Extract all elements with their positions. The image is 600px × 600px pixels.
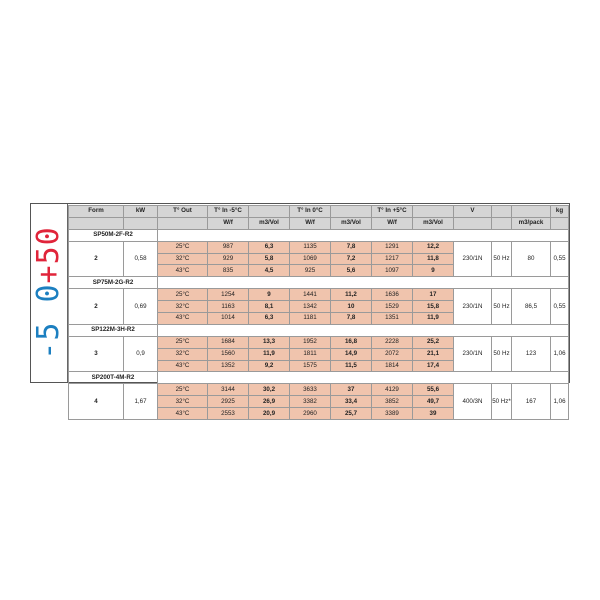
temperature-range-label bbox=[31, 204, 68, 382]
wf-plus5: 1814 bbox=[372, 360, 413, 372]
model-name: SP75M-2G-R2 bbox=[69, 277, 158, 289]
col-wf: W/f bbox=[290, 217, 331, 229]
kw-value: 0,58 bbox=[124, 241, 158, 277]
pack-value: 86,5 bbox=[512, 289, 551, 325]
table-row bbox=[69, 289, 569, 301]
temp-out: 43°C bbox=[158, 313, 208, 325]
model-name-filler bbox=[158, 324, 569, 336]
col-blank bbox=[454, 217, 492, 229]
m3vol-plus5: 11,8 bbox=[413, 253, 454, 265]
form-value: 3 bbox=[69, 336, 124, 372]
m3vol-0: 37 bbox=[331, 384, 372, 396]
m3vol-0: 10 bbox=[331, 301, 372, 313]
wf-plus5: 4129 bbox=[372, 384, 413, 396]
m3vol-plus5: 9 bbox=[413, 265, 454, 277]
m3vol-plus5: 39 bbox=[413, 408, 454, 420]
m3vol-0: 33,4 bbox=[331, 396, 372, 408]
col-t-in-0: T° In 0°C bbox=[290, 206, 331, 218]
m3vol-plus5: 25,2 bbox=[413, 336, 454, 348]
wf-minus5: 1163 bbox=[208, 301, 249, 313]
col-kw: kW bbox=[124, 206, 158, 218]
col-blank bbox=[331, 206, 372, 218]
model-name: SP200T-4M-R2 bbox=[69, 372, 158, 384]
model-name-row bbox=[69, 324, 569, 336]
m3vol-0: 16,8 bbox=[331, 336, 372, 348]
m3vol-plus5: 17,4 bbox=[413, 360, 454, 372]
form-value: 2 bbox=[69, 289, 124, 325]
model-name-row bbox=[69, 229, 569, 241]
kw-value: 0,69 bbox=[124, 289, 158, 325]
temp-out: 25°C bbox=[158, 336, 208, 348]
wf-plus5: 1217 bbox=[372, 253, 413, 265]
kg-value: 0,55 bbox=[551, 241, 569, 277]
col-form: Form bbox=[69, 206, 124, 218]
col-blank bbox=[492, 217, 512, 229]
wf-minus5: 3144 bbox=[208, 384, 249, 396]
m3vol-0: 11,5 bbox=[331, 360, 372, 372]
m3vol-minus5: 26,9 bbox=[249, 396, 290, 408]
spec-table-body bbox=[69, 206, 569, 420]
wf-0: 1342 bbox=[290, 301, 331, 313]
col-v: V bbox=[454, 206, 492, 218]
voltage-value: 230/1N bbox=[454, 336, 492, 372]
m3vol-0: 7,8 bbox=[331, 313, 372, 325]
col-blank bbox=[551, 217, 569, 229]
frequency-value: 50 Hz bbox=[492, 336, 512, 372]
wf-minus5: 2553 bbox=[208, 408, 249, 420]
m3vol-minus5: 5,8 bbox=[249, 253, 290, 265]
m3vol-0: 7,8 bbox=[331, 241, 372, 253]
col-t-out: T° Out bbox=[158, 206, 208, 218]
m3vol-minus5: 9,2 bbox=[249, 360, 290, 372]
form-value: 4 bbox=[69, 384, 124, 420]
model-name: SP50M-2F-R2 bbox=[69, 229, 158, 241]
temp-out: 32°C bbox=[158, 301, 208, 313]
wf-0: 1181 bbox=[290, 313, 331, 325]
m3vol-minus5: 8,1 bbox=[249, 301, 290, 313]
kw-value: 1,67 bbox=[124, 384, 158, 420]
wf-minus5: 835 bbox=[208, 265, 249, 277]
spec-table-frame bbox=[30, 203, 570, 417]
wf-plus5: 1636 bbox=[372, 289, 413, 301]
wf-minus5: 1014 bbox=[208, 313, 249, 325]
wf-0: 1441 bbox=[290, 289, 331, 301]
m3vol-plus5: 12,2 bbox=[413, 241, 454, 253]
m3vol-plus5: 11,9 bbox=[413, 313, 454, 325]
wf-plus5: 2072 bbox=[372, 348, 413, 360]
wf-plus5: 1097 bbox=[372, 265, 413, 277]
col-blank bbox=[512, 206, 551, 218]
temp-out: 43°C bbox=[158, 408, 208, 420]
m3vol-0: 7,2 bbox=[331, 253, 372, 265]
m3vol-0: 25,7 bbox=[331, 408, 372, 420]
col-m3vol: m3/Vol bbox=[331, 217, 372, 229]
col-wf: W/f bbox=[372, 217, 413, 229]
model-name: SP122M-3H-R2 bbox=[69, 324, 158, 336]
col-blank bbox=[413, 206, 454, 218]
m3vol-plus5: 15,8 bbox=[413, 301, 454, 313]
col-m3vol: m3/Vol bbox=[413, 217, 454, 229]
m3vol-0: 5,6 bbox=[331, 265, 372, 277]
header-row-sub bbox=[69, 217, 569, 229]
kw-value: 0,9 bbox=[124, 336, 158, 372]
wf-plus5: 3389 bbox=[372, 408, 413, 420]
wf-minus5: 1684 bbox=[208, 336, 249, 348]
m3vol-minus5: 20,9 bbox=[249, 408, 290, 420]
m3vol-minus5: 6,3 bbox=[249, 241, 290, 253]
range-negative: -5 0 bbox=[31, 283, 66, 360]
frequency-value: 50 Hz bbox=[492, 241, 512, 277]
pack-value: 80 bbox=[512, 241, 551, 277]
m3vol-minus5: 6,3 bbox=[249, 313, 290, 325]
wf-plus5: 2228 bbox=[372, 336, 413, 348]
frequency-value: 50 Hz bbox=[492, 289, 512, 325]
model-name-filler bbox=[158, 372, 569, 384]
col-kg: kg bbox=[551, 206, 569, 218]
pack-value: 167 bbox=[512, 384, 551, 420]
table-row bbox=[69, 241, 569, 253]
col-blank bbox=[492, 206, 512, 218]
temp-out: 32°C bbox=[158, 396, 208, 408]
m3vol-plus5: 49,7 bbox=[413, 396, 454, 408]
model-name-filler bbox=[158, 229, 569, 241]
form-value: 2 bbox=[69, 241, 124, 277]
wf-minus5: 1560 bbox=[208, 348, 249, 360]
model-name-row bbox=[69, 372, 569, 384]
m3vol-plus5: 55,6 bbox=[413, 384, 454, 396]
wf-plus5: 1351 bbox=[372, 313, 413, 325]
m3vol-minus5: 13,3 bbox=[249, 336, 290, 348]
model-name-filler bbox=[158, 277, 569, 289]
wf-minus5: 2925 bbox=[208, 396, 249, 408]
m3vol-minus5: 11,9 bbox=[249, 348, 290, 360]
col-blank bbox=[69, 217, 124, 229]
table-row bbox=[69, 384, 569, 396]
range-positive: +50 bbox=[31, 226, 66, 284]
temperature-range-text bbox=[33, 205, 65, 381]
m3vol-0: 14,9 bbox=[331, 348, 372, 360]
temp-out: 25°C bbox=[158, 384, 208, 396]
temp-out: 25°C bbox=[158, 289, 208, 301]
spec-table bbox=[68, 205, 569, 420]
wf-0: 1952 bbox=[290, 336, 331, 348]
wf-plus5: 1529 bbox=[372, 301, 413, 313]
temp-out: 25°C bbox=[158, 241, 208, 253]
col-wf: W/f bbox=[208, 217, 249, 229]
voltage-value: 230/1N bbox=[454, 241, 492, 277]
col-m3vol: m3/Vol bbox=[249, 217, 290, 229]
voltage-value: 400/3N bbox=[454, 384, 492, 420]
voltage-value: 230/1N bbox=[454, 289, 492, 325]
wf-minus5: 1352 bbox=[208, 360, 249, 372]
kg-value: 0,55 bbox=[551, 289, 569, 325]
pack-value: 123 bbox=[512, 336, 551, 372]
m3vol-plus5: 17 bbox=[413, 289, 454, 301]
m3vol-plus5: 21,1 bbox=[413, 348, 454, 360]
col-blank bbox=[249, 206, 290, 218]
m3vol-minus5: 4,5 bbox=[249, 265, 290, 277]
wf-minus5: 1254 bbox=[208, 289, 249, 301]
wf-0: 1575 bbox=[290, 360, 331, 372]
header-row-top bbox=[69, 206, 569, 218]
col-m3pack: m3/pack bbox=[512, 217, 551, 229]
m3vol-0: 11,2 bbox=[331, 289, 372, 301]
wf-0: 3633 bbox=[290, 384, 331, 396]
wf-0: 1811 bbox=[290, 348, 331, 360]
wf-0: 1135 bbox=[290, 241, 331, 253]
wf-minus5: 987 bbox=[208, 241, 249, 253]
wf-plus5: 1291 bbox=[372, 241, 413, 253]
temp-out: 32°C bbox=[158, 348, 208, 360]
temp-out: 43°C bbox=[158, 360, 208, 372]
wf-0: 3382 bbox=[290, 396, 331, 408]
kg-value: 1,06 bbox=[551, 336, 569, 372]
wf-0: 925 bbox=[290, 265, 331, 277]
col-blank bbox=[158, 217, 208, 229]
wf-0: 1069 bbox=[290, 253, 331, 265]
wf-minus5: 929 bbox=[208, 253, 249, 265]
model-name-row bbox=[69, 277, 569, 289]
temp-out: 32°C bbox=[158, 253, 208, 265]
col-t-in-minus5: T° In -5°C bbox=[208, 206, 249, 218]
temp-out: 43°C bbox=[158, 265, 208, 277]
col-t-in-plus5: T° In +5°C bbox=[372, 206, 413, 218]
wf-plus5: 3852 bbox=[372, 396, 413, 408]
frequency-value: 50 Hz* bbox=[492, 384, 512, 420]
col-blank bbox=[124, 217, 158, 229]
wf-0: 2960 bbox=[290, 408, 331, 420]
kg-value: 1,06 bbox=[551, 384, 569, 420]
m3vol-minus5: 30,2 bbox=[249, 384, 290, 396]
table-row bbox=[69, 336, 569, 348]
m3vol-minus5: 9 bbox=[249, 289, 290, 301]
